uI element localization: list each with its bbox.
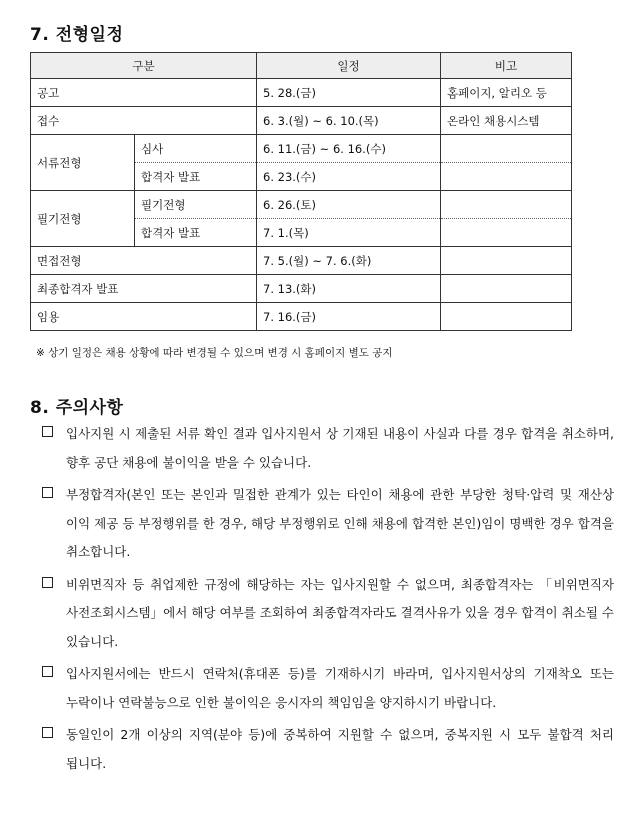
table-row bbox=[31, 303, 572, 331]
row-sublabel: 필기전형 bbox=[135, 191, 257, 219]
row-remarks bbox=[441, 219, 572, 247]
checkbox-square-icon bbox=[42, 666, 53, 677]
table-row bbox=[31, 135, 572, 163]
list-item-text: 입사지원 시 제출된 서류 확인 결과 입사지원서 상 기재된 내용이 사실과 다를 경우 합격을 취소하며, 향후 공단 채용에 불이익을 받을 수 있습니다. bbox=[66, 426, 614, 470]
table-row bbox=[31, 275, 572, 303]
list-item bbox=[42, 660, 614, 717]
section-title-precautions: 8. 주의사항 bbox=[30, 398, 124, 418]
row-remarks bbox=[441, 163, 572, 191]
header-category: 구분 bbox=[31, 53, 257, 79]
checkbox-square-icon bbox=[42, 577, 53, 588]
row-remarks bbox=[441, 303, 572, 331]
row-sublabel: 합격자 발표 bbox=[135, 163, 257, 191]
row-label: 최종합격자 발표 bbox=[31, 275, 257, 303]
row-remarks bbox=[441, 191, 572, 219]
header-remarks: 비고 bbox=[441, 53, 572, 79]
row-remarks bbox=[441, 135, 572, 163]
schedule-note: ※ 상기 일정은 채용 상황에 따라 변경될 수 있으며 변경 시 홈페이지 별도 공지 bbox=[36, 347, 393, 359]
table-header-row bbox=[31, 53, 572, 79]
row-schedule: 5. 28.(금) bbox=[257, 79, 441, 107]
table-row bbox=[31, 107, 572, 135]
row-group-label: 필기전형 bbox=[31, 191, 135, 247]
row-sublabel: 심사 bbox=[135, 135, 257, 163]
header-schedule: 일정 bbox=[257, 53, 441, 79]
list-item bbox=[42, 420, 614, 477]
row-schedule: 6. 26.(토) bbox=[257, 191, 441, 219]
row-schedule: 7. 16.(금) bbox=[257, 303, 441, 331]
list-item-text: 비위면직자 등 취업제한 규정에 해당하는 자는 입사지원할 수 없으며, 최종합격자는 「비위면직자 사전조회시스템」에서 해당 여부를 조회하여 최종합격자라도 결격사유가 있을 경우 합격이 취소될 수 있습니다. bbox=[66, 576, 614, 649]
row-sublabel: 합격자 발표 bbox=[135, 219, 257, 247]
list-item bbox=[42, 571, 614, 657]
schedule-table bbox=[30, 52, 572, 331]
list-item bbox=[42, 721, 614, 778]
checkbox-square-icon bbox=[42, 426, 53, 437]
list-item bbox=[42, 481, 614, 567]
table-row bbox=[31, 191, 572, 219]
row-remarks bbox=[441, 275, 572, 303]
row-schedule: 7. 13.(화) bbox=[257, 275, 441, 303]
checkbox-square-icon bbox=[42, 487, 53, 498]
row-label: 접수 bbox=[31, 107, 257, 135]
row-label: 임용 bbox=[31, 303, 257, 331]
list-item-text: 입사지원서에는 반드시 연락처(휴대폰 등)를 기재하시기 바라며, 입사지원서상의 기재착오 또는 누락이나 연락불능으로 인한 불이익은 응시자의 책임임을 양지하시기 바랍니다. bbox=[66, 666, 614, 710]
section-title-schedule: 7. 전형일정 bbox=[30, 25, 124, 45]
row-schedule: 7. 5.(월) ~ 7. 6.(화) bbox=[257, 247, 441, 275]
row-remarks: 홈페이지, 알리오 등 bbox=[441, 79, 572, 107]
row-schedule: 6. 3.(월) ~ 6. 10.(목) bbox=[257, 107, 441, 135]
row-label: 공고 bbox=[31, 79, 257, 107]
checkbox-square-icon bbox=[42, 727, 53, 738]
row-remarks bbox=[441, 247, 572, 275]
row-remarks: 온라인 채용시스템 bbox=[441, 107, 572, 135]
row-group-label: 서류전형 bbox=[31, 135, 135, 191]
precautions-list bbox=[42, 420, 614, 782]
table-row bbox=[31, 247, 572, 275]
list-item-text: 동일인이 2개 이상의 지역(분야 등)에 중복하여 지원할 수 없으며, 중복지원 시 모두 불합격 처리 됩니다. bbox=[66, 727, 614, 771]
table-row bbox=[31, 79, 572, 107]
row-label: 면접전형 bbox=[31, 247, 257, 275]
row-schedule: 6. 11.(금) ~ 6. 16.(수) bbox=[257, 135, 441, 163]
list-item-text: 부정합격자(본인 또는 본인과 밀접한 관계가 있는 타인이 채용에 관한 부당한 청탁·압력 및 재산상 이익 제공 등 부정행위를 한 경우, 해당 부정행위로 인해 채용에 합격한 본인)임이 명백한 경우 합격을 취소합니다. bbox=[66, 487, 614, 559]
row-schedule: 7. 1.(목) bbox=[257, 219, 441, 247]
row-schedule: 6. 23.(수) bbox=[257, 163, 441, 191]
